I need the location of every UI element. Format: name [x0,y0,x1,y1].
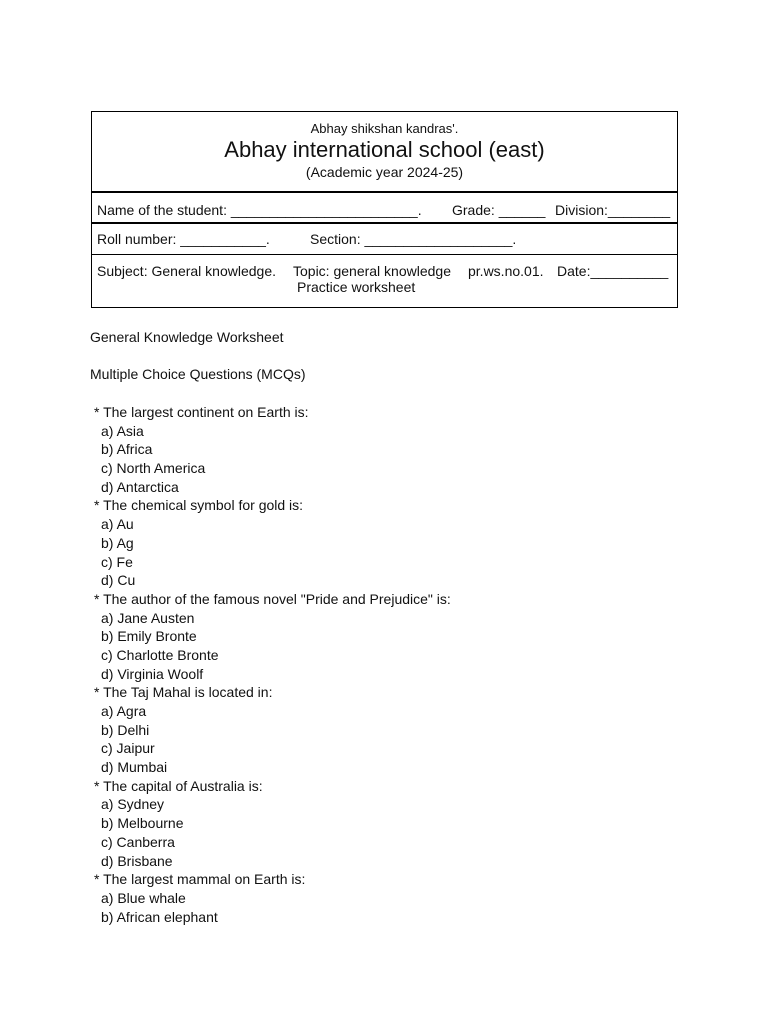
answer-option: b) Melbourne [101,815,184,832]
answer-option: a) Agra [101,703,147,719]
answer-option: a) Blue whale [101,889,186,906]
question-text: * The author of the famous novel "Pride and Prejudice" is: [94,590,451,607]
question-text: * The capital of Australia is: [94,777,263,794]
answer-option: d) Virginia Woolf [101,665,204,682]
answer-option: c) Canberra [101,833,175,850]
roll-number-field: Roll number: ___________. [97,231,270,247]
answer-option: d) Cu [101,572,136,589]
section-field: Section: ___________________. [310,231,517,247]
grade-field: Grade: ______ [452,202,546,218]
answer-option: b) African elephant [101,908,218,925]
answer-option: c) Charlotte Bronte [101,646,219,663]
school-name: Abhay international school (east) [224,137,545,162]
subject-row [92,255,677,307]
answer-option: d) Mumbai [101,759,168,776]
header-title-block [92,112,677,193]
answer-option: c) North America [101,460,206,477]
answer-option: b) Ag [101,534,134,551]
date-field: Date:__________ [557,263,669,279]
answer-option: b) Delhi [101,721,150,738]
worksheet-number: pr.ws.no.01. [468,263,544,279]
answer-option: a) Sydney [101,796,165,813]
answer-option: c) Fe [101,553,133,570]
answer-option: a) Asia [101,422,144,439]
answer-option: d) Brisbane [101,852,173,869]
division-field: Division:________ [555,202,671,218]
topic-field: Topic: general knowledge [293,263,451,279]
answer-option: d) Antarctica [101,478,179,495]
section-heading: Multiple Choice Questions (MCQs) [90,366,306,382]
student-info-row [92,193,677,224]
student-name-field: Name of the student: ________________________. [97,202,422,218]
academic-year: (Academic year 2024-25) [305,164,464,180]
worksheet-title: General Knowledge Worksheet [90,329,284,345]
answer-option: b) Africa [101,441,153,458]
worksheet-header [91,111,678,308]
question-list [90,403,710,926]
answer-option: b) Emily Bronte [101,628,197,645]
subject-field: Subject: General knowledge. [97,263,276,279]
topic-subtitle: Practice worksheet [297,279,416,295]
roll-section-row [92,224,677,255]
question-text: * The Taj Mahal is located in: [94,684,273,701]
question-text: * The chemical symbol for gold is: [94,497,304,514]
answer-option: c) Jaipur [101,740,155,757]
worksheet-body [90,329,710,926]
question-text: * The largest mammal on Earth is: [94,871,306,888]
organization-name: Abhay shikshan kandras'. [310,121,459,136]
answer-option: a) Au [101,516,134,533]
question-text: * The largest continent on Earth is: [94,404,309,420]
answer-option: a) Jane Austen [101,609,195,626]
